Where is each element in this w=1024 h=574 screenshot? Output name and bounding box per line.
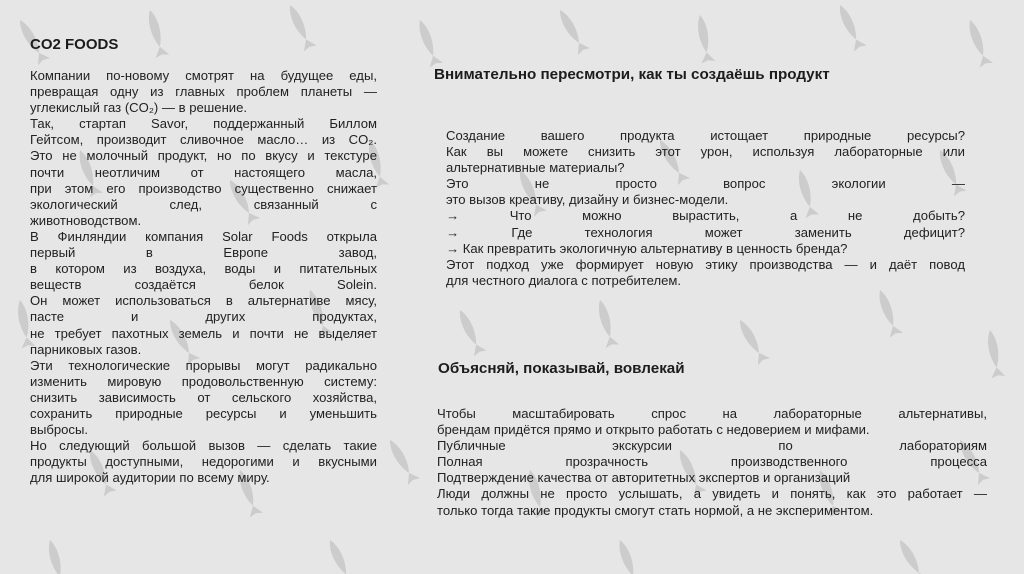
text-line: → Где технология может заменить дефицит? — [446, 224, 965, 240]
text-line: Создание вашего продукта истощает природные ресурсы? — [446, 128, 965, 143]
text-line: животноводством. — [30, 212, 142, 228]
text-line: при этом его производство существенно снижает — [30, 180, 377, 196]
text-line: пасте и других продуктах, — [30, 309, 377, 325]
text-line: первый в Европе завод, — [30, 245, 377, 261]
section2-text — [437, 406, 987, 519]
text-line: Этот подход уже формирует новую этику производства — и даёт повод — [446, 256, 965, 272]
text-line: Публичные экскурсии по лабораториям — [437, 438, 987, 454]
text-line: Так, стартап Savor, поддержанный Биллом — [30, 116, 377, 132]
left-column-text — [30, 68, 377, 486]
text-line: почти неотличим от настоящего масла, — [30, 164, 377, 180]
text-line: Подтверждение качества от авторитетных экспертов и организаций — [437, 470, 851, 486]
text-line: выбросы. — [30, 422, 89, 438]
section1-text — [446, 128, 965, 289]
section1-heading: Внимательно пересмотри, как ты создаёшь продукт — [434, 66, 830, 83]
text-line: альтернативные материалы? — [446, 160, 625, 176]
text-line: веществ создаётся белок Solein. — [30, 277, 377, 293]
text-line: брендам придётся прямо и открыто работать с недоверием и мифами. — [437, 422, 870, 438]
text-line: Полная прозрачность производственного процесса — [437, 454, 987, 470]
left-column-title: CO2 FOODS — [30, 36, 119, 53]
text-line: превращая одну из главных проблем планеты — — [30, 84, 377, 100]
text-line: сохранить природные ресурсы и уменьшить — [30, 405, 377, 421]
text-line: экологический след, связанный с — [30, 196, 377, 212]
text-line: В Финляндии компания Solar Foods открыла — [30, 228, 377, 244]
text-line: Это не просто вопрос экологии — — [446, 176, 965, 192]
text-line: Чтобы масштабировать спрос на лабораторные альтернативы, — [437, 406, 987, 421]
text-line: Он может использоваться в альтернативе мясу, — [30, 293, 377, 309]
text-line: в котором из воздуха, воды и питательных — [30, 261, 377, 277]
text-line: снизить зависимость от сельского хозяйства, — [30, 389, 377, 405]
text-line: продукты доступными, недорогими и вкусными — [30, 454, 377, 470]
text-line: изменить мировую продовольственную систему: — [30, 373, 377, 389]
text-line: Но следующий большой вызов — сделать такие — [30, 438, 377, 454]
text-line: → Как превратить экологичную альтернативу в ценность бренда? — [446, 240, 848, 256]
text-line: не требует пахотных земель и почти не выделяет — [30, 325, 377, 341]
text-line: только тогда такие продукты смогут стать нормой, а не экспериментом. — [437, 502, 874, 518]
text-line: Это не молочный продукт, но по вкусу и текстуре — [30, 148, 377, 164]
text-line: → Что можно вырастить, а не добыть? — [446, 208, 965, 224]
text-line: углекислый газ (CO₂) — в решение. — [30, 100, 248, 116]
text-line: для широкой аудитории по всему миру. — [30, 470, 270, 486]
text-line: Эти технологические прорывы могут радикально — [30, 357, 377, 373]
text-line: Гейтсом, производит сливочное масло… из CO₂. — [30, 132, 377, 148]
text-line: Как вы можете снизить этот урон, используя лабораторные или — [446, 144, 965, 160]
text-line: парниковых газов. — [30, 341, 142, 357]
text-line: для честного диалога с потребителем. — [446, 272, 682, 288]
text-line: Компании по-новому смотрят на будущее еды, — [30, 68, 377, 83]
text-line: это вызов креативу, дизайну и бизнес-модели. — [446, 192, 729, 208]
section2-heading: Объясняй, показывай, вовлекай — [438, 360, 685, 377]
text-line: Люди должны не просто услышать, а увидеть и понять, как это работает — — [437, 486, 987, 502]
